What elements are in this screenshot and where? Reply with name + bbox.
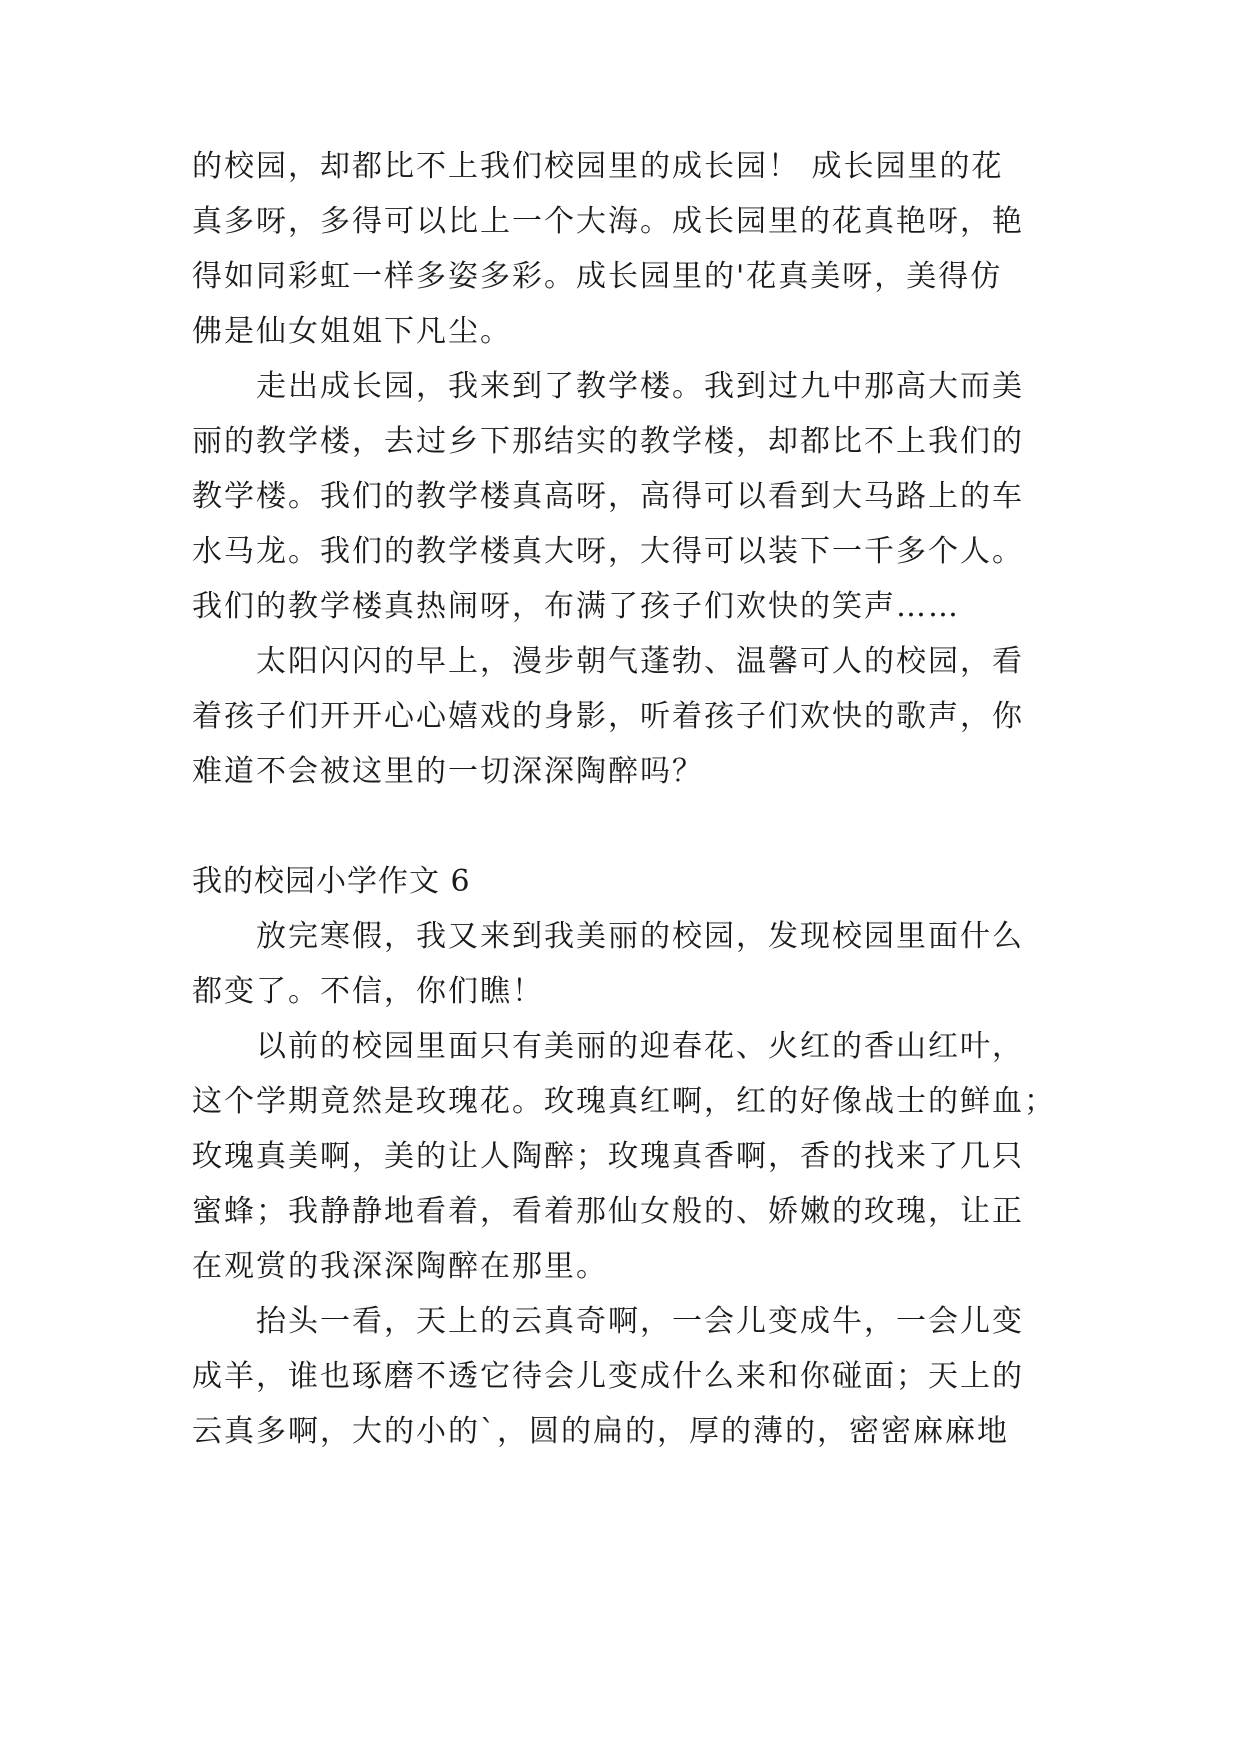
paragraph-line: 真多呀，多得可以比上一个大海。成长园里的花真艳呀，艳 [192,204,1024,239]
paragraph-line: 走出成长园，我来到了教学楼。我到过九中那高大而美 [256,369,1024,404]
paragraph-line: 在观赏的我深深陶醉在那里。 [192,1249,608,1284]
paragraph-line: 太阳闪闪的早上，漫步朝气蓬勃、温馨可人的校园，看 [256,644,1024,679]
paragraph-line: 放完寒假，我又来到我美丽的校园，发现校园里面什么 [256,919,1024,954]
paragraph-line: 成羊，谁也琢磨不透它待会儿变成什么来和你碰面；天上的 [192,1359,1024,1394]
section-title: 我的校园小学作文 6 [192,864,471,899]
paragraph-line: 这个学期竟然是玫瑰花。玫瑰真红啊，红的好像战士的鲜血； [192,1084,1056,1119]
paragraph-line: 我们的教学楼真热闹呀，布满了孩子们欢快的笑声…… [192,589,960,624]
paragraph-line: 得如同彩虹一样多姿多彩。成长园里的'花真美呀，美得仿 [192,259,1003,294]
paragraph-line: 都变了。不信，你们瞧！ [192,974,544,1009]
paragraph-line: 着孩子们开开心心嬉戏的身影，听着孩子们欢快的歌声，你 [192,699,1024,734]
paragraph-line: 蜜蜂；我静静地看着，看着那仙女般的、娇嫩的玫瑰，让正 [192,1194,1024,1229]
paragraph-line: 丽的教学楼，去过乡下那结实的教学楼，却都比不上我们的 [192,424,1024,459]
paragraph-line: 的校园，却都比不上我们校园里的成长园！ 成长园里的花 [192,149,1004,184]
paragraph-line: 抬头一看，天上的云真奇啊，一会儿变成牛，一会儿变 [256,1304,1024,1339]
paragraph-line: 难道不会被这里的一切深深陶醉吗？ [192,754,704,789]
paragraph-line: 以前的校园里面只有美丽的迎春花、火红的香山红叶， [256,1029,1024,1064]
paragraph-line: 水马龙。我们的教学楼真大呀，大得可以装下一千多个人。 [192,534,1024,569]
paragraph-line: 教学楼。我们的教学楼真高呀，高得可以看到大马路上的车 [192,479,1024,514]
paragraph-line: 玫瑰真美啊，美的让人陶醉；玫瑰真香啊，香的找来了几只 [192,1139,1024,1174]
paragraph-line: 云真多啊，大的小的`，圆的扁的，厚的薄的，密密麻麻地 [192,1414,1009,1449]
paragraph-line: 佛是仙女姐姐下凡尘。 [192,314,512,349]
